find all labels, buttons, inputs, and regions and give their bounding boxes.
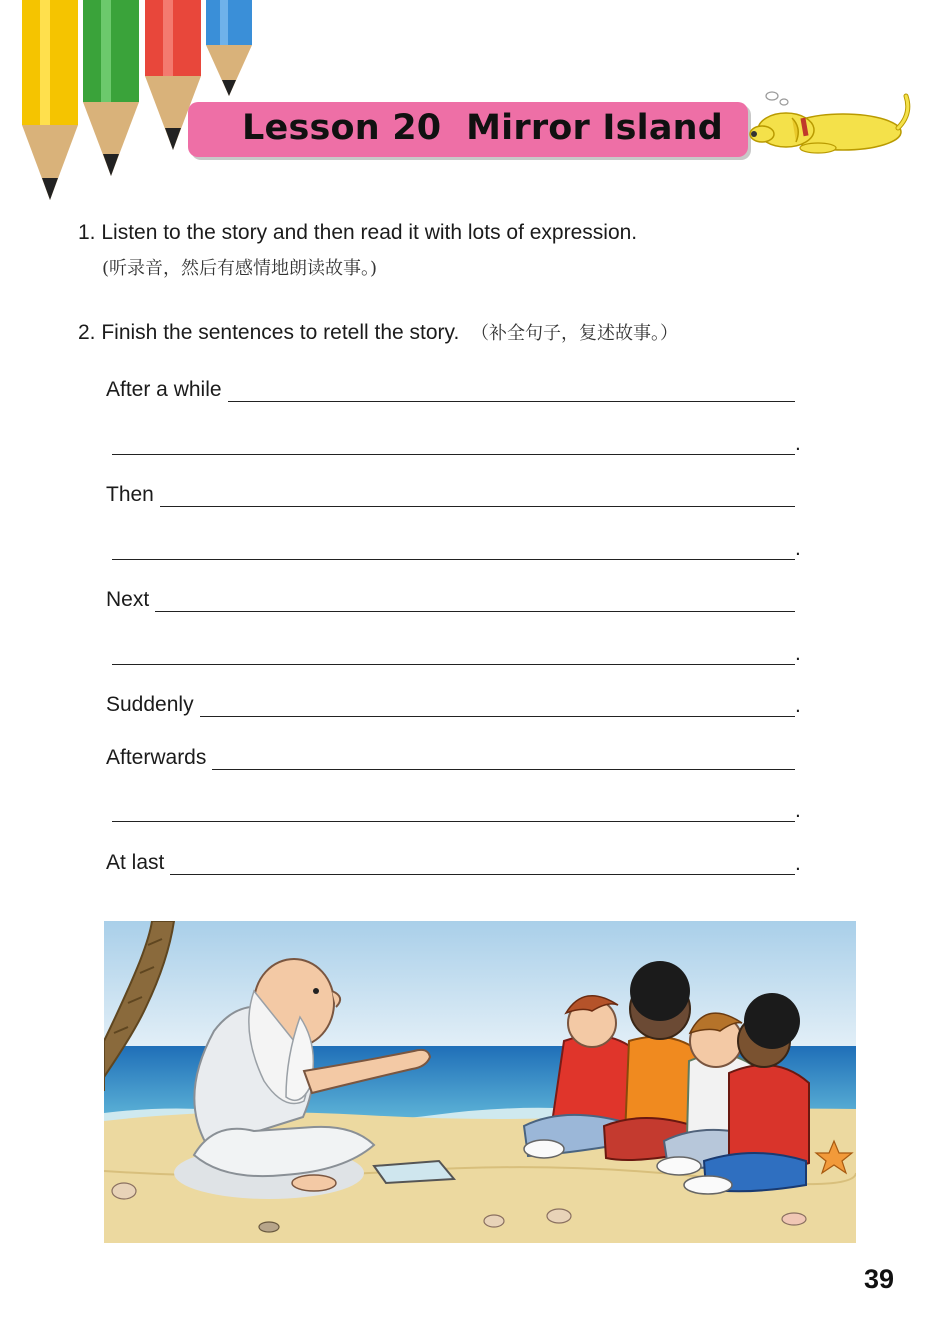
- page-title: Lesson 20 Mirror Island: [242, 108, 724, 148]
- line-label: At last: [106, 851, 165, 874]
- task-2-instruction: [78, 319, 678, 345]
- line-end-punctuation: .: [795, 642, 801, 665]
- blank-line[interactable]: [155, 589, 795, 612]
- line-end-punctuation: .: [795, 694, 801, 717]
- writing-line[interactable]: [106, 425, 801, 455]
- blank-line[interactable]: [200, 694, 795, 717]
- blank-line[interactable]: [212, 747, 795, 770]
- green-pencil-icon: [83, 0, 139, 178]
- blank-line[interactable]: [160, 484, 795, 507]
- writing-line[interactable]: [106, 792, 801, 822]
- blank-line[interactable]: [112, 432, 795, 455]
- writing-line[interactable]: [106, 635, 801, 665]
- blank-line[interactable]: [112, 537, 795, 560]
- task-2-text: 2. Finish the sentences to retell the story.: [78, 321, 460, 344]
- task-1-chinese: (听录音，然后有感情地朗读故事。): [102, 258, 378, 279]
- task-1-instruction: 1. Listen to the story and then read it with lots of expression.: [78, 221, 638, 244]
- line-label: Suddenly: [106, 693, 194, 716]
- line-end-punctuation: .: [795, 799, 801, 822]
- writing-line[interactable]: [106, 530, 801, 560]
- writing-line[interactable]: [106, 845, 801, 875]
- writing-line[interactable]: [106, 740, 801, 770]
- line-end-punctuation: .: [795, 537, 801, 560]
- writing-line[interactable]: [106, 372, 801, 402]
- writing-line[interactable]: [106, 582, 801, 612]
- writing-line[interactable]: [106, 687, 801, 717]
- blank-line[interactable]: [170, 852, 795, 875]
- blue-pencil-icon: [206, 0, 252, 98]
- page-number: 39: [863, 1264, 894, 1294]
- blank-line[interactable]: [228, 379, 795, 402]
- story-illustration: [104, 921, 856, 1243]
- line-end-punctuation: .: [795, 852, 801, 875]
- line-label: Next: [106, 588, 150, 611]
- blank-line[interactable]: [112, 642, 795, 665]
- sleeping-dog-icon: [748, 88, 918, 163]
- writing-line[interactable]: [106, 477, 801, 507]
- line-label: Then: [106, 483, 154, 506]
- yellow-pencil-icon: [22, 0, 78, 205]
- task-2-chinese: （补全句子，复述故事。）: [470, 323, 678, 344]
- line-end-punctuation: .: [795, 432, 801, 455]
- blank-line[interactable]: [112, 799, 795, 822]
- line-label: Afterwards: [106, 746, 207, 769]
- line-label: After a while: [106, 378, 222, 401]
